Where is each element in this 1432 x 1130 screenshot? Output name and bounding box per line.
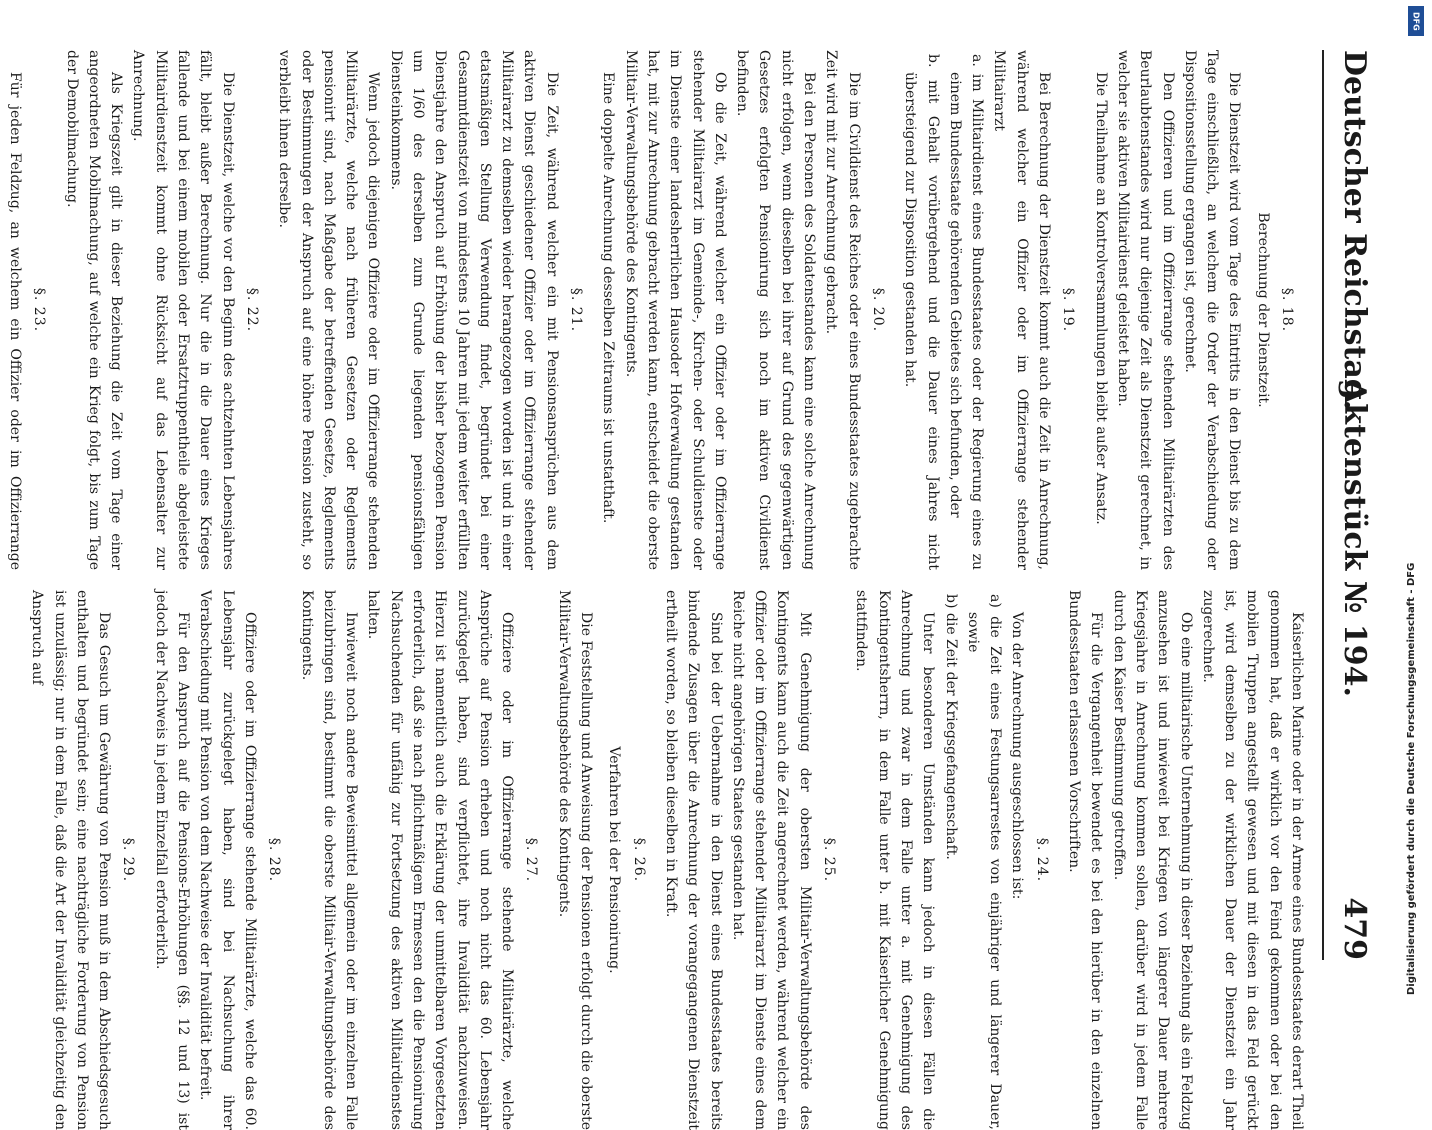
section-heading: §. 25. xyxy=(821,837,838,883)
section-heading: §. 19. xyxy=(1060,287,1077,333)
digitization-sidebar xyxy=(1400,0,1430,1000)
paragraph: Von der Anrechnung ausgeschlossen ist: xyxy=(1009,612,1026,900)
paragraph: Die Dienstzeit wird vom Tage des Eintritts in den Dienst bis zu dem Tage einschließlich, an welchem die Order der Verabschiedung oder Dispositionsstellung ergangen ist, gerechnet. xyxy=(1181,50,1243,570)
paragraph: Kaiserlichen Marine oder in der Armee eines Bundesstaates derart Theil genommen hat, daß er wirklich vor den Feind gekommen oder bei den mobilen Truppen angestellt gewesen und mit diesen in das Feld gerückt ist, wird demselben zu der wirklichen Dauer der Dienstzeit ein Jahr zugerechnet. xyxy=(1199,590,1305,1130)
section-heading: §. 28. xyxy=(266,837,283,883)
funding-note: Digitalisierung gefördert durch die Deutsche Forschungsgemeinschaft - DFG xyxy=(1406,562,1417,995)
left-column xyxy=(0,50,1308,570)
paragraph: Eine doppelte Anrechnung desselben Zeitraums ist unstatthaft. xyxy=(600,72,617,524)
paragraph: Wenn jedoch diejenigen Offiziere oder im Offizierrange stehenden Militairärzte, welche nach früheren Gesetzen oder Reglements pensionirt sind, nach Maßgabe der betreffenden Gesetze, Reglements oder Bestimmungen der Anspruch auf eine höhere Pension zusteht, so verbleibt ihnen derselbe. xyxy=(276,50,382,570)
paragraph: Die Theilnahme an Kontrolversammlungen bleibt außer Ansatz. xyxy=(1092,72,1109,525)
list-item: a. im Militairdienst eines Bundesstaates oder der Regierung eines zu einem Bundesstaate gehörenden Gebietes sich befunden, oder xyxy=(946,54,986,570)
paragraph: Mit Genehmigung der obersten Militair-Verwaltungsbehörde des Kontingents kann auch die Zeit angerechnet werden, während welcher ein Offizier oder im Offizierrange stehender Militairarzt im Dienste eines dem Reiche nicht angehörigen Staates gestanden hat. xyxy=(729,590,813,1130)
paragraph: Den Offizieren und im Offizierrange stehenden Militairärzten des Beurlaubtenstandes wird nur diejenige Zeit als Dienstzeit gerechnet, in welcher sie aktiven Militairdienst geleistet haben. xyxy=(1114,50,1176,570)
section-heading: §. 22. xyxy=(243,287,260,333)
section-heading: §. 20. xyxy=(869,287,886,333)
section-heading: §. 29. xyxy=(120,837,137,883)
paragraph: Bei den Personen des Soldatenstandes kann eine solche Anrechnung nicht erfolgen, wenn dieselben bei ihrer auf Grund des gegenwärtigen Gesetzes erfolgten Pensionirung sich noch im aktiven Civildienst befinden. xyxy=(734,50,818,570)
paragraph: Als Kriegszeit gilt in dieser Beziehung die Zeit vom Tage einer angeordneten Mobilmachung, auf welche ein Krieg folgt, bis zum Tage der Demobilmachung. xyxy=(63,50,125,570)
section-heading: §. 26. xyxy=(630,837,647,883)
paragraph: Das Gesuch um Gewährung von Pension muß in dem Abschiedsgesuch enthalten und begründet sein; eine nachträgliche Forderung von Pension ist unzulässig; nur in dem Falle, daß die Art der Invalidität gleichzeitig den Anspruch auf xyxy=(29,590,113,1130)
section-heading: §. 21. xyxy=(568,287,585,333)
paragraph: Die Feststellung und Anweisung der Pensionen erfolgt durch die oberste Militair-Verwaltungsbehörde des Kontingents. xyxy=(555,590,595,1130)
right-column xyxy=(26,590,1308,1130)
paragraph: Für den Anspruch auf die Pensions-Erhöhungen (§§. 12 und 13) ist jedoch der Nachweis in jedem Einzelfall erforderlich. xyxy=(152,590,192,1130)
dfg-logo: DFG xyxy=(1408,6,1424,36)
list-item: b) die Zeit der Kriegsgefangenschaft. xyxy=(942,594,959,860)
paragraph: Ob eine militairische Unternehmung in dieser Beziehung als ein Feldzug anzusehen ist und inwieweit bei Kriegen von längerer Dauer mehrere Kriegsjahre in Anrechnung kommen sollen, darüber wird in jedem Falle durch den Kaiser Bestimmung getroffen. xyxy=(1110,590,1194,1130)
list-item: b. mit Gehalt vorübergehend und die Dauer eines Jahres nicht übersteigend zur Disposition gestanden hat. xyxy=(902,54,941,570)
paragraph: Sind bei der Uebernahme in den Dienst eines Bundesstaates bereits bindende Zusagen über die Anrechnung der vorangegangenen Dienstzeit ertheilt worden, so bleiben dieselben in Kraft. xyxy=(662,590,724,1130)
paragraph: Die Zeit, während welcher ein mit Pensionsansprüchen aus dem aktiven Dienst geschiedener Offizier oder im Offizierrange stehender Militairarzt zu demselben wieder herangezogen worden ist und in einer etatsmäßigen Stellung Verwendung findet, begründet bei einer Gesammtdienstzeit von mindestens 10 Jahren mit jedem weiter erfüllten Dienstjahre den Anspruch auf Erhöhung der bisher bezogenen Pension um 1/60 des derselben zum Grunde liegenden pensionsfähigen Diensteinkommens. xyxy=(387,50,560,570)
header-rule xyxy=(1322,50,1324,960)
running-title: Deutscher Reichstag. xyxy=(1337,50,1372,411)
paragraph: Die Dienstzeit, welche vor den Beginn des achtzehnten Lebensjahres fällt, bleibt außer Berechnung. Nur die in die Dauer eines Krieges fallende und bei einem mobilen oder Ersatztruppentheile abgeleistete Militairdienstzeit kommt ohne Rücksicht auf das Lebensalter zur Anrechnung. xyxy=(130,50,236,570)
paragraph: Offiziere oder im Offizierrange stehende Militairärzte, welche das 60. Lebensjahr zurückgelegt haben, sind bei Nachsuchung ihrer Verabschiedung mit Pension von dem Nachweise der Invalidität befreit. xyxy=(197,590,258,1130)
paragraph: Die im Civildienst des Reiches oder eines Bundesstaates zugebrachte Zeit wird mit zur Anrechnung gebracht. xyxy=(823,50,862,570)
document-number: Aktenstück № 194. xyxy=(1337,380,1372,697)
page-header xyxy=(1322,50,1382,960)
section-heading: §. 23. xyxy=(31,287,48,333)
paragraph: Ob die Zeit, während welcher ein Offizier oder im Offizierrange stehender Militairarzt im Gemeinde-, Kirchen- oder Schuldienste oder im Dienste einer landesherrlichen Hausoder Hofverwaltung gestanden hat, mit zur Anrechnung gebracht werden kann, entscheidet die oberste Militair-Verwaltungsbehörde des Kontingents. xyxy=(622,50,728,570)
paragraph: Inwieweit noch andere Beweismittel allgemein oder im einzelnen Falle beizubringen sind, bestimmt die oberste Militair-Verwaltungsbehörde des Kontingents. xyxy=(298,590,360,1130)
section-heading: §. 27. xyxy=(523,837,540,883)
section-title: Berechnung der Dienstzeit. xyxy=(1254,212,1271,408)
page-number: 479 xyxy=(1337,897,1372,960)
paragraph: Für jeden Feldzug, an welchem ein Offizier oder im Offizierrange xyxy=(6,72,23,570)
section-title: Verfahren bei der Pensionirung. xyxy=(606,746,623,974)
paragraph: Für die Vergangenheit bewendet es bei den hierüber in den einzelnen Bundesstaaten erlassenen Vorschriften. xyxy=(1066,590,1105,1130)
paragraph: Unter besonderen Umständen kann jedoch in diesen Fällen die Anrechnung und zwar in dem Falle unter a. mit Genehmigung des Kontingentsherrn, in dem Falle unter b. mit Kaiserlicher Genehmigung stattfinden. xyxy=(853,590,937,1130)
list-item: a) die Zeit eines Festungsarrestes von einjähriger und längerer Dauer, sowie xyxy=(964,594,1004,1130)
section-heading: §. 18. xyxy=(1279,287,1295,333)
paragraph: Offiziere oder im Offizierrange stehende Militairärzte, welche Ansprüche auf Pension erheben und noch nicht das 60. Lebensjahr zurückgelegt haben, sind verpflichtet, ihre Invalidität nachzuweisen. Hierzu ist namentlich auch die Erklärung der unmittelbaren Vorgesetzten erforderlich, daß sie nach pflichtmäßigem Ermessen den die Pensionirung Nachsuchenden für unfähig zur Fortsetzung des aktiven Militairdienstes halten. xyxy=(365,590,516,1130)
section-heading: §. 24. xyxy=(1033,837,1050,883)
paragraph: Bei Berechnung der Dienstzeit kommt auch die Zeit in Anrechnung, während welcher ein Offizier oder im Offizierrange stehender Militairarzt xyxy=(991,50,1053,570)
